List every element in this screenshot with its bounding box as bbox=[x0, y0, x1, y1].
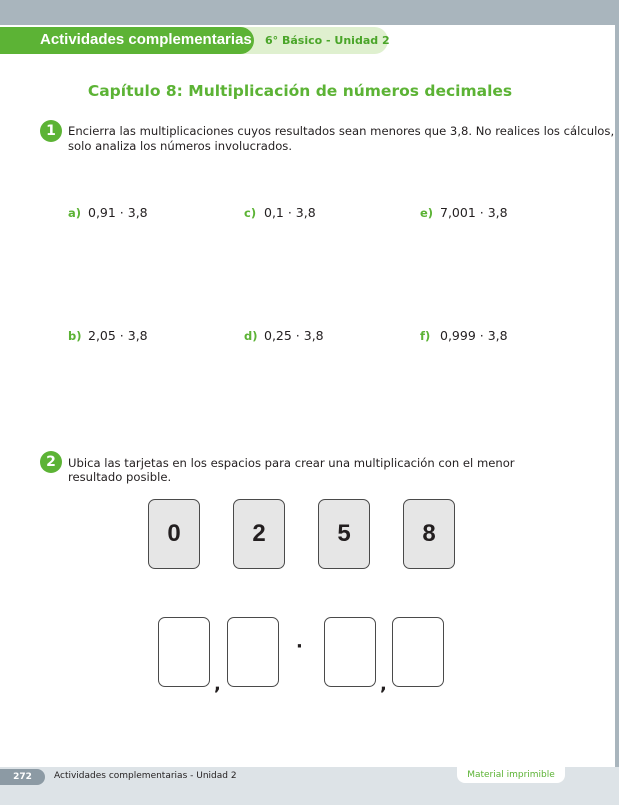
question-1-number: 1 bbox=[40, 120, 62, 142]
decimal-comma-2: , bbox=[380, 674, 387, 695]
exercise-b-expression: 2,05 · 3,8 bbox=[88, 328, 148, 343]
exercise-a-label: a) bbox=[68, 206, 82, 220]
number-card-5[interactable]: 5 bbox=[318, 499, 370, 569]
answer-slot-3[interactable] bbox=[324, 617, 376, 687]
page-number: 272 bbox=[0, 769, 45, 785]
exercise-d-label: d) bbox=[244, 329, 258, 343]
question-1-text-line2: solo analiza los números involucrados. bbox=[68, 139, 293, 153]
number-card-2[interactable]: 2 bbox=[233, 499, 285, 569]
exercise-e-expression: 7,001 · 3,8 bbox=[440, 205, 508, 220]
question-2-text-line2: resultado posible. bbox=[68, 470, 172, 484]
exercise-e[interactable] bbox=[420, 205, 508, 220]
chapter-title: Capítulo 8: Multiplicación de números decimales bbox=[87, 82, 513, 100]
exercise-d[interactable] bbox=[244, 328, 324, 343]
header-title: Actividades complementarias bbox=[40, 31, 252, 48]
exercise-e-label: e) bbox=[420, 206, 434, 220]
exercise-b-label: b) bbox=[68, 329, 82, 343]
answer-slot-4[interactable] bbox=[392, 617, 444, 687]
exercise-f[interactable] bbox=[420, 328, 508, 343]
header-level: 6° Básico - Unidad 2 bbox=[265, 34, 390, 47]
answer-slot-1[interactable] bbox=[158, 617, 210, 687]
exercise-c-expression: 0,1 · 3,8 bbox=[264, 205, 316, 220]
right-margin-band bbox=[615, 25, 619, 767]
exercise-c[interactable] bbox=[244, 205, 316, 220]
multiplication-dot: · bbox=[296, 636, 303, 657]
question-2-text-line1: Ubica las tarjetas en los espacios para crear una multiplicación con el menor bbox=[68, 456, 515, 470]
number-card-8[interactable]: 8 bbox=[403, 499, 455, 569]
exercise-a-expression: 0,91 · 3,8 bbox=[88, 205, 148, 220]
printable-material-badge: Material imprimible bbox=[457, 767, 565, 783]
exercise-f-expression: 0,999 · 3,8 bbox=[440, 328, 508, 343]
number-card-0[interactable]: 0 bbox=[148, 499, 200, 569]
exercise-b[interactable] bbox=[68, 328, 148, 343]
footer-text: Actividades complementarias - Unidad 2 bbox=[54, 771, 237, 781]
decimal-comma-1: , bbox=[214, 674, 221, 695]
question-2-number: 2 bbox=[40, 451, 62, 473]
exercise-a[interactable] bbox=[68, 205, 148, 220]
question-1-text-line1: Encierra las multiplicaciones cuyos resultados sean menores que 3,8. No realices los cálculos, bbox=[68, 124, 615, 138]
exercise-c-label: c) bbox=[244, 206, 257, 220]
top-band bbox=[0, 0, 619, 25]
exercise-f-label: f) bbox=[420, 329, 431, 343]
exercise-d-expression: 0,25 · 3,8 bbox=[264, 328, 324, 343]
answer-slot-2[interactable] bbox=[227, 617, 279, 687]
